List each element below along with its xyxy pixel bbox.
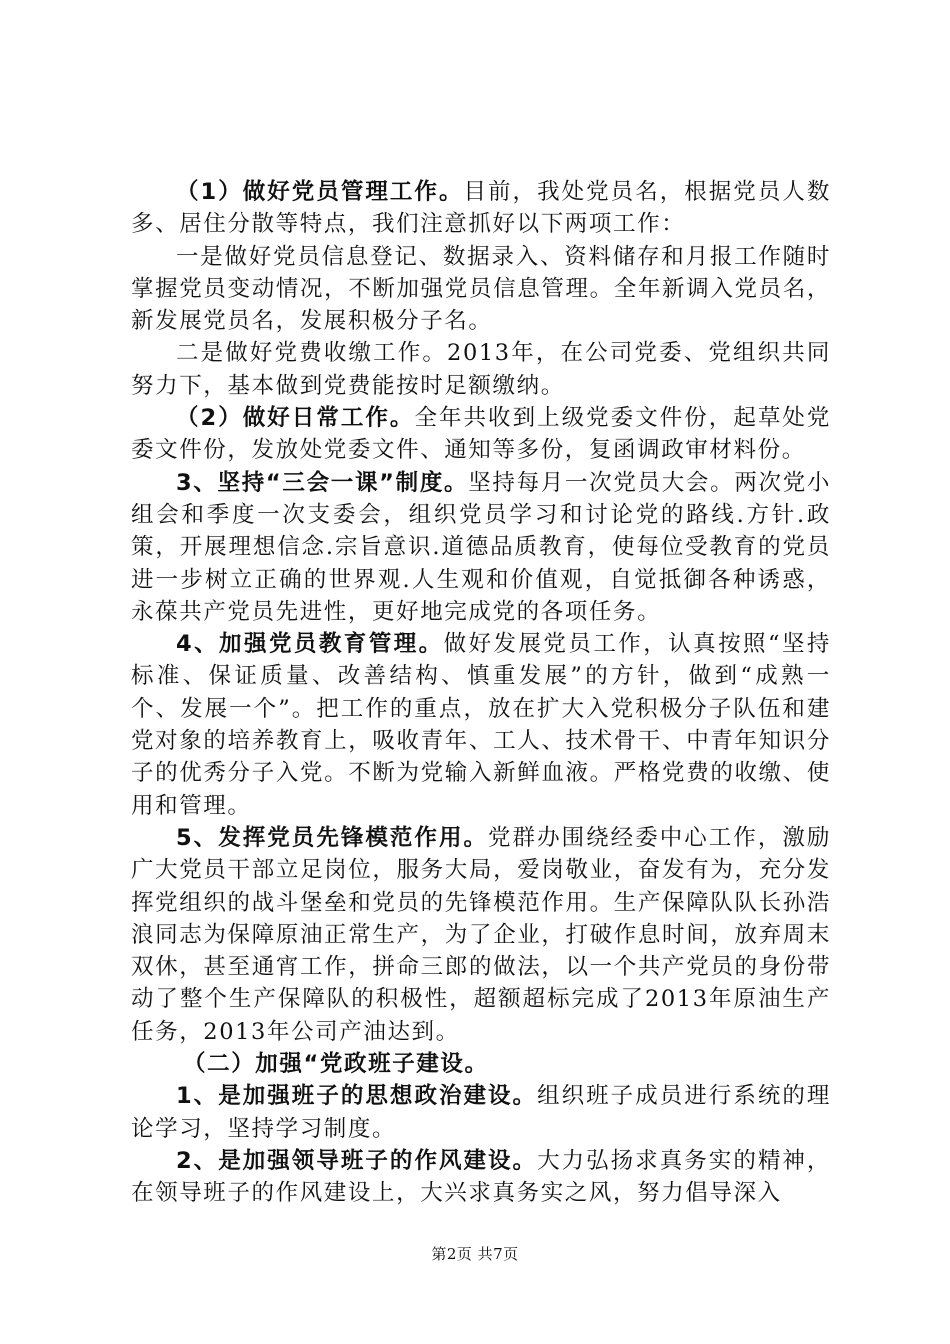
paragraph <box>131 241 831 338</box>
paragraph-text: 大力弘扬求真务实的精神，在领导班子的作风建设上，大兴求真务实之风，努力倡导深入 <box>131 1147 832 1207</box>
paragraph <box>131 1145 831 1210</box>
section-heading <box>131 1048 831 1080</box>
paragraph <box>131 402 831 467</box>
paragraph-heading: 3、坚持“三会一课”制度。 <box>176 469 469 496</box>
paragraph <box>131 822 831 1048</box>
paragraph-text: 目前，我处党员名，根据党员人数多、居住分散等特点，我们注意抓好以下两项工作： <box>131 179 831 238</box>
paragraph-heading: 2、是加强领导班子的作风建设。 <box>176 1147 538 1174</box>
document-body <box>131 176 831 1210</box>
paragraph-text: 党群办围绕经委中心工作，激励广大党员干部立足岗位，服务大局，爱岗敬业，奋发有为，充分发挥党组织的战斗堡垒和党员的先锋模范作用。生产保障队队长孙浩浪同志为保障原油正常生产，为了企业，打破作息时间，放弃周末双休，甚至通宵工作，拼命三郎的做法，以一个共产党员的身份带动了整个生产保障队的积极性，超额超标完成了2013年原油生产任务，2013年公司产油达到。 <box>131 824 831 1045</box>
section-heading-text: （二）加强“党政班子建设。 <box>183 1051 489 1078</box>
paragraph-text: 二是做好党费收缴工作。2013年，在公司党委、党组织共同努力下，基本做到党费能按时足额缴纳。 <box>131 340 831 399</box>
paragraph-heading: 1、是加强班子的思想政治建设。 <box>176 1083 538 1110</box>
page-number-footer: 第2页 共7页 <box>431 1245 519 1263</box>
paragraph <box>131 467 831 628</box>
paragraph-heading: （1）做好党员管理工作。 <box>176 179 464 205</box>
paragraph <box>131 176 831 241</box>
paragraph <box>131 337 831 402</box>
paragraph-text: 一是做好党员信息登记、数据录入、资料储存和月报工作随时掌握党员变动情况，不断加强党员信息管理。全年新调入党员名，新发展党员名，发展积极分子名。 <box>131 243 831 335</box>
paragraph-text: 全年共收到上级党委文件份，起草处党委文件份，发放处党委文件、通知等多份，复函调政审材料份。 <box>131 405 832 464</box>
paragraph-heading: （2）做好日常工作。 <box>176 405 415 432</box>
paragraph-heading: 5、发挥党员先锋模范作用。 <box>176 824 489 851</box>
paragraph-text: 组织班子成员进行系统的理论学习，坚持学习制度。 <box>131 1083 832 1142</box>
paragraph <box>131 1080 831 1145</box>
paragraph-heading: 4、加强党员教育管理。 <box>176 631 444 658</box>
paragraph-text: 坚持每月一次党员大会。两次党小组会和季度一次支委会，组织党员学习和讨论党的路线.方针.政策，开展理想信念.宗旨意识.道德品质教育，使每位受教育的党员进一步树立正确的世界观.人生观和价值观，自觉抵御各种诱惑，永葆共产党员先进性，更好地完成党的各项任务。 <box>131 469 831 625</box>
paragraph-text: 做好发展党员工作，认真按照“坚持标准、保证质量、改善结构、慎重发展”的方针，做到“成熟一个、发展一个”。把工作的重点，放在扩大入党积极分子队伍和建党对象的培养教育上，吸收青年、工人、技术骨干、中青年知识分子的优秀分子入党。不断为党输入新鲜血液。严格党费的收缴、使用和管理。 <box>131 631 831 819</box>
paragraph <box>131 628 831 822</box>
